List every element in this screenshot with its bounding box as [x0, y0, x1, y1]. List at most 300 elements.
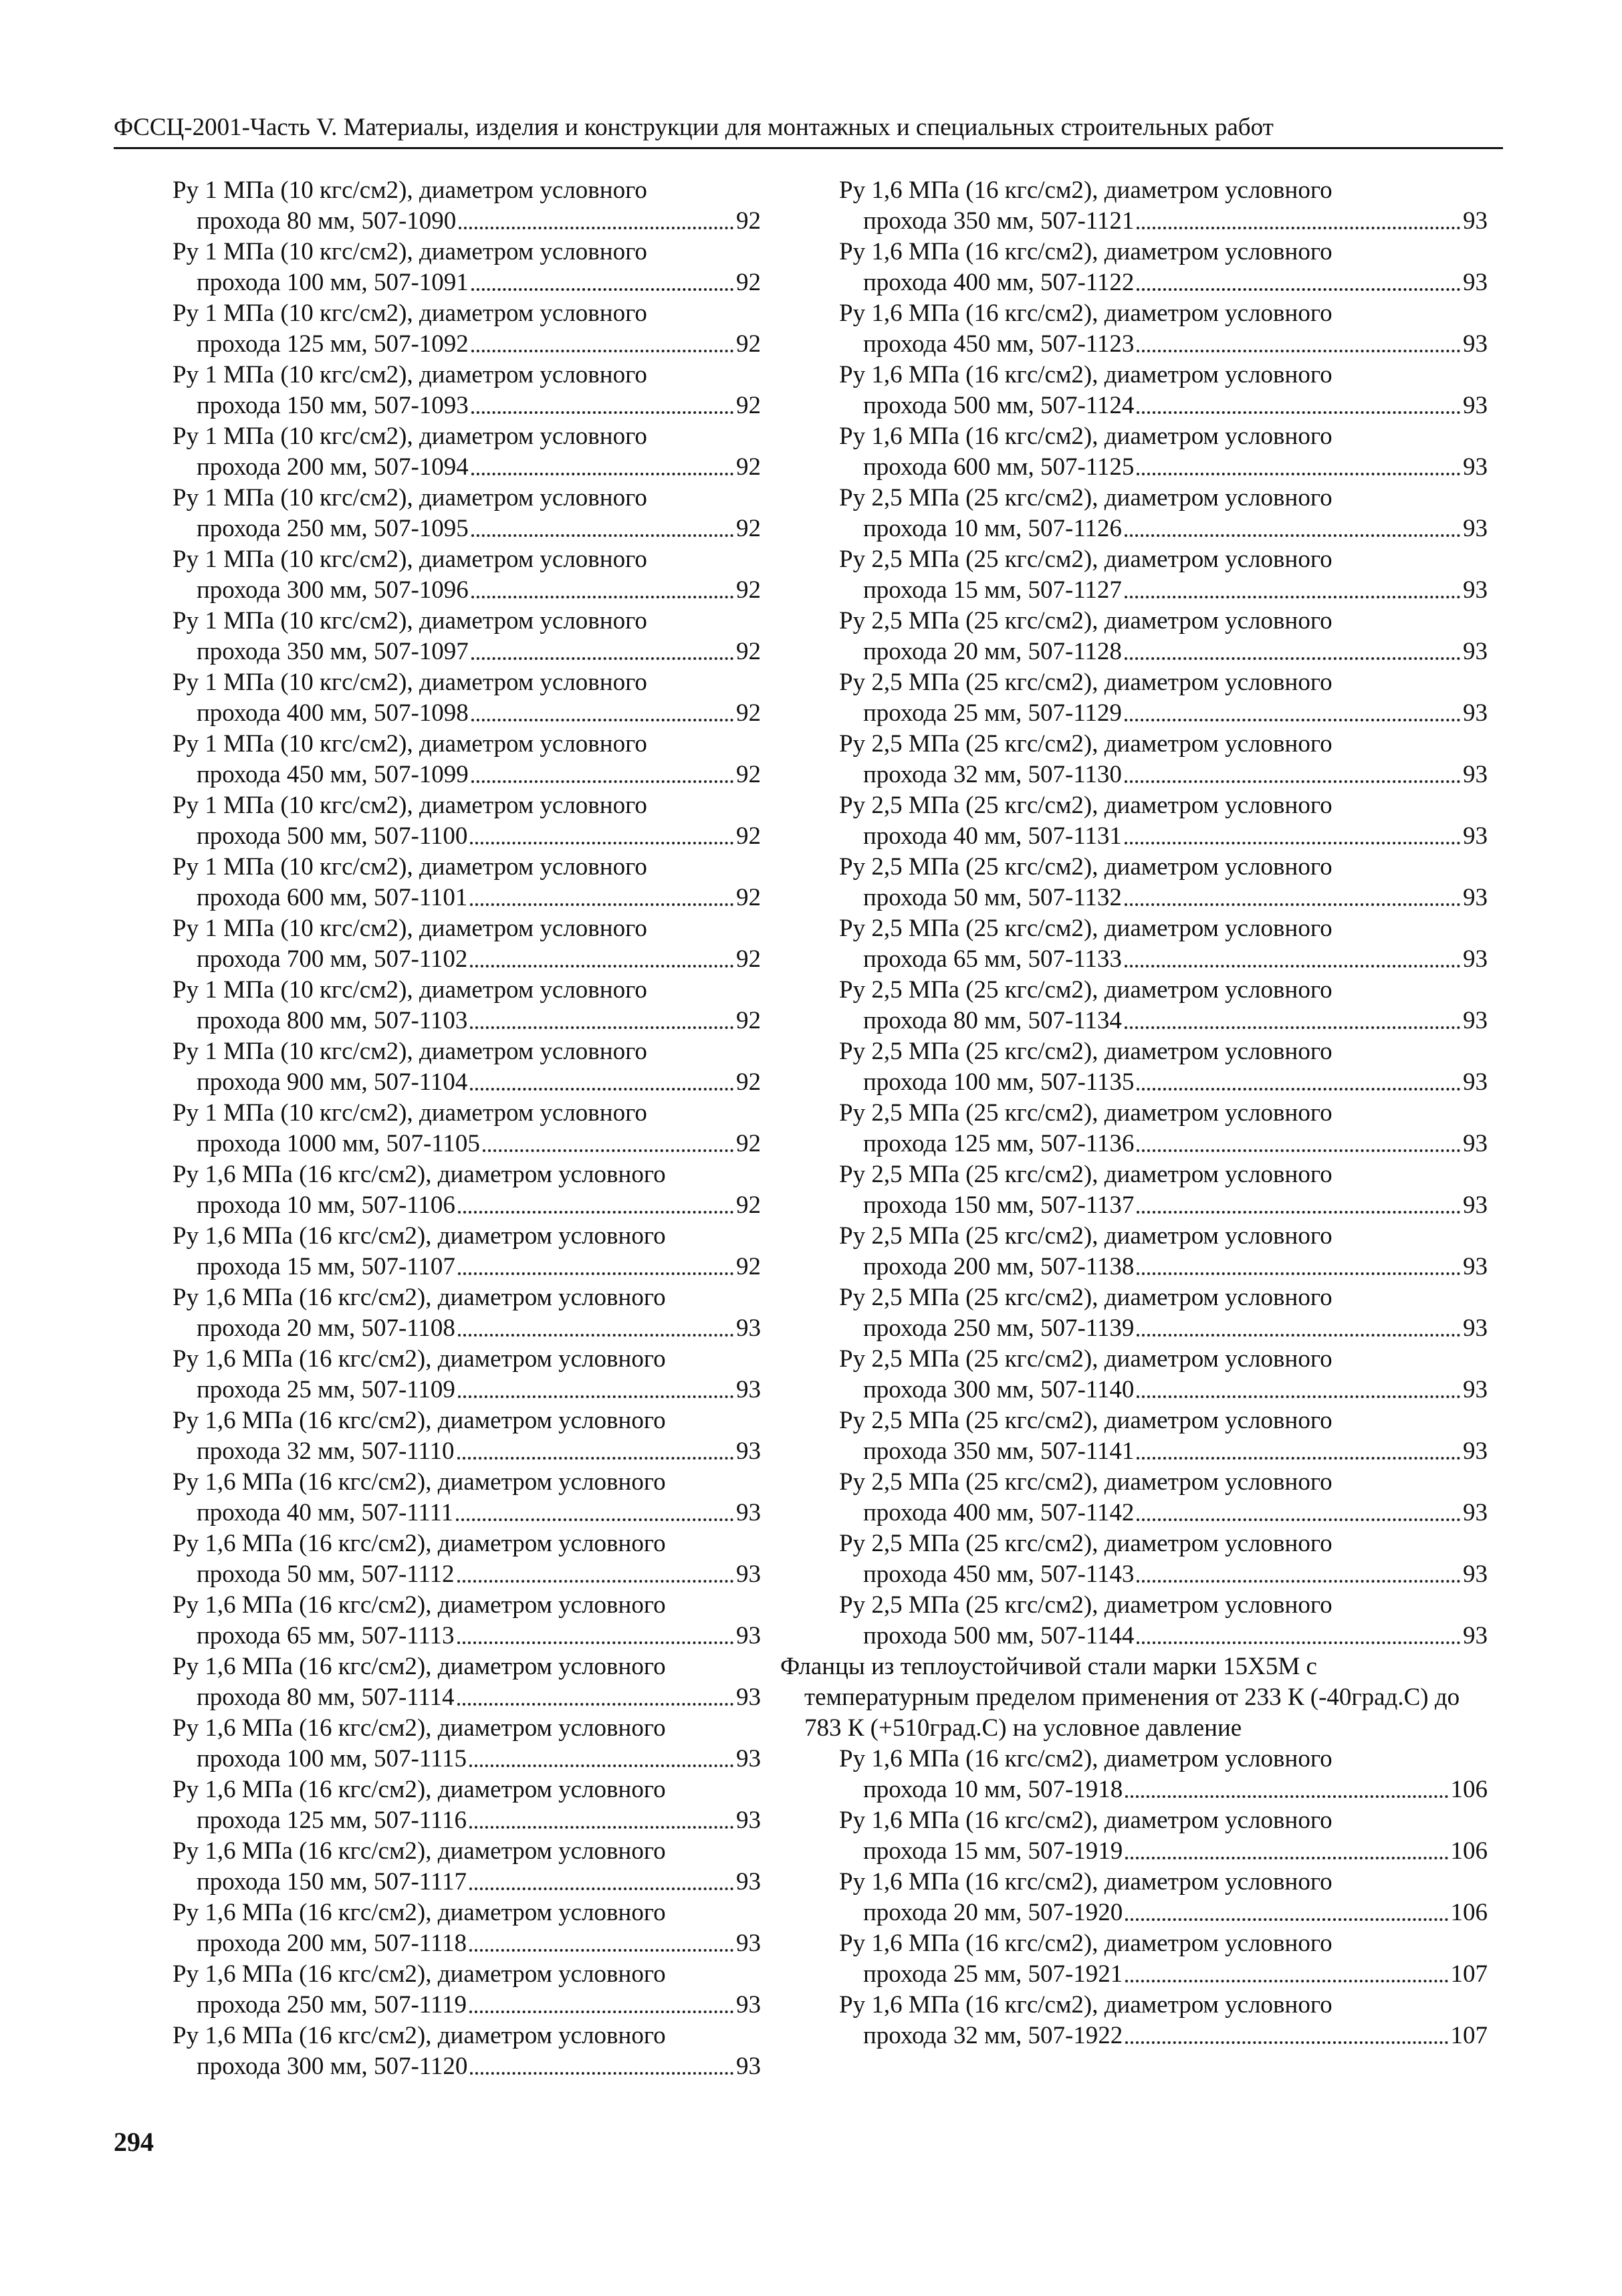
- entry-detail-line: [839, 1774, 1488, 1805]
- index-entry: [172, 1344, 761, 1405]
- dot-leader: [469, 1949, 733, 1952]
- index-entry: [839, 1098, 1488, 1159]
- entry-code: прохода 1000 мм, 507-1105: [197, 1130, 480, 1157]
- entry-title: Ру 1,6 МПа (16 кгс/см2), диаметром условного: [172, 1468, 666, 1496]
- entry-code: прохода 32 мм, 507-1130: [863, 761, 1122, 788]
- entry-code: прохода 25 мм, 507-1129: [863, 699, 1122, 727]
- entry-detail-line: [172, 1252, 761, 1282]
- entry-title: Ру 1,6 МПа (16 кгс/см2), диаметром условного: [839, 300, 1333, 327]
- entry-detail-line: [172, 329, 761, 360]
- entry-detail-line: [839, 1252, 1488, 1282]
- index-entry: [839, 852, 1488, 913]
- entry-detail-line: [172, 944, 761, 975]
- entry-code: прохода 500 мм, 507-1124: [863, 392, 1135, 419]
- entry-code: прохода 125 мм, 507-1092: [197, 330, 469, 358]
- index-entry: [839, 1805, 1488, 1867]
- index-entry: [172, 360, 761, 421]
- entry-title: Ру 1 МПа (10 кгс/см2), диаметром условного: [172, 976, 647, 1004]
- entry-page-number: 93: [736, 2053, 761, 2080]
- entry-title: Ру 1,6 МПа (16 кгс/см2), диаметром условного: [839, 1745, 1333, 1772]
- dot-leader: [1125, 1980, 1447, 1982]
- entry-detail-line: [172, 1744, 761, 1774]
- entry-detail-line: [172, 1805, 761, 1836]
- entry-code: прохода 15 мм, 507-1127: [863, 576, 1122, 604]
- entry-title: Ру 1 МПа (10 кгс/см2), диаметром условного: [172, 546, 647, 573]
- entry-title: Ру 1,6 МПа (16 кгс/см2), диаметром условного: [172, 1284, 666, 1311]
- entry-detail-line: [839, 1436, 1488, 1467]
- entry-page-number: 92: [736, 453, 761, 481]
- entry-page-number: 107: [1450, 2022, 1488, 2049]
- index-entry: [172, 1713, 761, 1774]
- entry-detail-line: [172, 1621, 761, 1651]
- entry-code: прохода 32 мм, 507-1110: [197, 1438, 455, 1465]
- entry-page-number: 93: [736, 1376, 761, 1403]
- entry-title: Ру 1,6 МПа (16 кгс/см2), диаметром условного: [839, 1868, 1333, 1896]
- entry-title: Ру 1 МПа (10 кгс/см2), диаметром условного: [172, 915, 647, 942]
- entry-title: Ру 1,6 МПа (16 кгс/см2), диаметром условного: [172, 1407, 666, 1434]
- entry-title: Ру 1,6 МПа (16 кгс/см2), диаметром условного: [172, 1345, 666, 1373]
- entry-code: прохода 150 мм, 507-1093: [197, 392, 469, 419]
- dot-leader: [471, 350, 733, 352]
- entry-detail-line: [172, 1867, 761, 1898]
- entry-title: Ру 1,6 МПа (16 кгс/см2), диаметром условного: [839, 423, 1333, 450]
- entry-detail-line: [172, 1990, 761, 2021]
- entry-title: Ру 2,5 МПа (25 кгс/см2), диаметром условного: [839, 1284, 1333, 1311]
- entry-page-number: 93: [736, 1868, 761, 1896]
- entry-detail-line: [839, 1559, 1488, 1590]
- entry-code: прохода 125 мм, 507-1136: [863, 1130, 1135, 1157]
- index-entry: [172, 1159, 761, 1221]
- index-entry: [172, 1774, 761, 1836]
- entry-title: Ру 2,5 МПа (25 кгс/см2), диаметром условного: [839, 1468, 1333, 1496]
- index-entry: [172, 790, 761, 852]
- entry-detail-line: [839, 1190, 1488, 1221]
- index-entry: [839, 1744, 1488, 1805]
- entry-page-number: 93: [736, 1807, 761, 1834]
- dot-leader: [1137, 1211, 1460, 1214]
- dot-leader: [1137, 1641, 1460, 1644]
- entry-detail-line: [839, 390, 1488, 421]
- entry-page-number: 93: [1463, 207, 1488, 235]
- entry-title: Ру 2,5 МПа (25 кгс/см2), диаметром условного: [839, 915, 1333, 942]
- index-entry: [172, 2021, 761, 2082]
- entry-page-number: 93: [736, 1438, 761, 1465]
- entry-code: прохода 150 мм, 507-1137: [863, 1191, 1135, 1219]
- entry-code: прохода 10 мм, 507-1918: [863, 1776, 1123, 1803]
- dot-leader: [471, 657, 733, 660]
- index-entry: [172, 175, 761, 237]
- entry-detail-line: [172, 1375, 761, 1405]
- index-entry: [839, 975, 1488, 1036]
- entry-page-number: 93: [1463, 1314, 1488, 1342]
- dot-leader: [1137, 1149, 1460, 1152]
- entry-title: Ру 2,5 МПа (25 кгс/см2), диаметром условного: [839, 1530, 1333, 1557]
- entry-title: Ру 1 МПа (10 кгс/см2), диаметром условного: [172, 792, 647, 819]
- entry-page-number: 93: [1463, 1622, 1488, 1649]
- entry-page-number: 93: [1463, 699, 1488, 727]
- index-entry: [839, 606, 1488, 667]
- dot-leader: [1125, 1795, 1447, 1798]
- entry-page-number: 93: [1463, 392, 1488, 419]
- page-header: ФССЦ-2001-Часть V. Материалы, изделия и конструкции для монтажных и специальных строительных работ: [114, 108, 1503, 149]
- dot-leader: [471, 780, 733, 783]
- index-entry: [839, 544, 1488, 606]
- index-entry: [172, 483, 761, 544]
- index-entry: [839, 1344, 1488, 1405]
- entry-title: Ру 1,6 МПа (16 кгс/см2), диаметром условного: [839, 238, 1333, 265]
- entry-detail-line: [172, 821, 761, 852]
- entry-page-number: 93: [1463, 1191, 1488, 1219]
- entry-code: прохода 400 мм, 507-1122: [863, 269, 1135, 296]
- dot-leader: [469, 1887, 733, 1890]
- entry-title: Ру 1 МПа (10 кгс/см2), диаметром условного: [172, 177, 647, 204]
- dot-leader: [471, 719, 733, 721]
- dot-leader: [469, 1826, 733, 1829]
- entry-page-number: 93: [1463, 330, 1488, 358]
- entry-code: прохода 80 мм, 507-1134: [863, 1007, 1122, 1034]
- entry-page-number: 93: [1463, 1253, 1488, 1280]
- dot-leader: [1137, 1272, 1460, 1275]
- index-entry: [172, 237, 761, 298]
- index-entry: [172, 1528, 761, 1590]
- right-column: [780, 175, 1488, 2051]
- entry-code: прохода 50 мм, 507-1132: [863, 884, 1122, 911]
- entry-detail-line: [839, 2021, 1488, 2051]
- entry-page-number: 92: [736, 1068, 761, 1096]
- section-heading: Фланцы из теплоустойчивой стали марки 15Х5М с температурным пределом применения от 233 К (-40град.С) до 783 К (+510град.С) на условное давление: [780, 1653, 1460, 1742]
- index-entry: [839, 667, 1488, 729]
- entry-code: прохода 20 мм, 507-1128: [863, 638, 1122, 665]
- dot-leader: [457, 1457, 733, 1460]
- index-entry: [172, 913, 761, 975]
- entry-detail-line: [839, 1836, 1488, 1867]
- index-entry: [172, 1036, 761, 1098]
- entry-code: прохода 10 мм, 507-1106: [197, 1191, 455, 1219]
- entry-detail-line: [839, 1898, 1488, 1928]
- entry-code: прохода 20 мм, 507-1108: [197, 1314, 455, 1342]
- dot-leader: [457, 1703, 733, 1706]
- index-entry: [839, 1590, 1488, 1651]
- entry-code: прохода 10 мм, 507-1126: [863, 515, 1122, 542]
- entry-code: прохода 200 мм, 507-1118: [197, 1930, 467, 1957]
- entry-title: Ру 2,5 МПа (25 кгс/см2), диаметром условного: [839, 1345, 1333, 1373]
- dot-leader: [470, 965, 733, 967]
- entry-page-number: 93: [1463, 945, 1488, 973]
- entry-title: Ру 1,6 МПа (16 кгс/см2), диаметром условного: [172, 1591, 666, 1619]
- entry-page-number: 92: [736, 1191, 761, 1219]
- entry-page-number: 106: [1450, 1899, 1488, 1926]
- dot-leader: [1137, 1580, 1460, 1583]
- entry-detail-line: [839, 944, 1488, 975]
- dot-leader: [471, 411, 733, 414]
- entry-code: прохода 150 мм, 507-1117: [197, 1868, 467, 1896]
- entry-code: прохода 350 мм, 507-1121: [863, 207, 1135, 235]
- entry-title: Ру 2,5 МПа (25 кгс/см2), диаметром условного: [839, 853, 1333, 881]
- dot-leader: [1125, 2041, 1447, 2044]
- entry-title: Ру 1,6 МПа (16 кгс/см2), диаметром условного: [172, 1161, 666, 1188]
- left-column: [172, 175, 761, 2082]
- dot-leader: [469, 1764, 733, 1767]
- index-entry: [839, 298, 1488, 360]
- entry-page-number: 93: [1463, 269, 1488, 296]
- entry-code: прохода 500 мм, 507-1100: [197, 822, 468, 850]
- index-entry: [839, 913, 1488, 975]
- entry-detail-line: [172, 1067, 761, 1098]
- index-entry: [839, 1467, 1488, 1528]
- entry-code: прохода 50 мм, 507-1112: [197, 1561, 455, 1588]
- index-entry: [839, 729, 1488, 790]
- dot-leader: [470, 842, 733, 844]
- entry-page-number: 92: [736, 392, 761, 419]
- index-entry: [839, 790, 1488, 852]
- entry-detail-line: [172, 1559, 761, 1590]
- entry-detail-line: [839, 1375, 1488, 1405]
- index-entry: [172, 606, 761, 667]
- entry-page-number: 92: [736, 1007, 761, 1034]
- entry-detail-line: [172, 1928, 761, 1959]
- entry-page-number: 92: [736, 822, 761, 850]
- index-entry: [172, 975, 761, 1036]
- entry-title: Ру 2,5 МПа (25 кгс/см2), диаметром условного: [839, 1407, 1333, 1434]
- index-entry: [839, 1405, 1488, 1467]
- entry-page-number: 93: [1463, 822, 1488, 850]
- entry-title: Ру 2,5 МПа (25 кгс/см2), диаметром условного: [839, 1222, 1333, 1250]
- entry-page-number: 92: [736, 761, 761, 788]
- entry-code: прохода 600 мм, 507-1125: [863, 453, 1135, 481]
- entry-page-number: 92: [736, 515, 761, 542]
- index-entry: [839, 483, 1488, 544]
- entry-title: Ру 2,5 МПа (25 кгс/см2), диаметром условного: [839, 607, 1333, 635]
- entry-title: Ру 2,5 МПа (25 кгс/см2), диаметром условного: [839, 1038, 1333, 1065]
- page-number: 294: [114, 2127, 154, 2157]
- entry-title: Ру 1 МПа (10 кгс/см2), диаметром условного: [172, 669, 647, 696]
- dot-leader: [458, 1272, 733, 1275]
- entry-page-number: 93: [1463, 576, 1488, 604]
- entry-title: Ру 1 МПа (10 кгс/см2), диаметром условного: [172, 1099, 647, 1127]
- entry-detail-line: [839, 1498, 1488, 1528]
- entry-detail-line: [839, 206, 1488, 237]
- entry-page-number: 92: [736, 638, 761, 665]
- entry-page-number: 93: [1463, 1561, 1488, 1588]
- entry-page-number: 106: [1450, 1837, 1488, 1865]
- entry-detail-line: [172, 1006, 761, 1036]
- entry-detail-line: [839, 637, 1488, 667]
- index-entry: [839, 1528, 1488, 1590]
- entry-code: прохода 100 мм, 507-1091: [197, 269, 469, 296]
- index-entry: [839, 175, 1488, 237]
- entry-page-number: 93: [1463, 1007, 1488, 1034]
- entry-detail-line: [839, 1959, 1488, 1990]
- index-entry: [839, 1990, 1488, 2051]
- entry-title: Ру 1,6 МПа (16 кгс/см2), диаметром условного: [172, 1960, 666, 1988]
- entry-page-number: 92: [736, 1253, 761, 1280]
- entry-title: Ру 1,6 МПа (16 кгс/см2), диаметром условного: [839, 1807, 1333, 1834]
- index-entry: [839, 1867, 1488, 1928]
- entry-page-number: 93: [1463, 453, 1488, 481]
- entry-code: прохода 32 мм, 507-1922: [863, 2022, 1123, 2049]
- index-entry: [172, 1590, 761, 1651]
- dot-leader: [1137, 1088, 1460, 1090]
- entry-code: прохода 300 мм, 507-1096: [197, 576, 469, 604]
- entry-code: прохода 100 мм, 507-1115: [197, 1745, 467, 1772]
- entry-title: Ру 2,5 МПа (25 кгс/см2), диаметром условного: [839, 730, 1333, 758]
- entry-detail-line: [172, 1190, 761, 1221]
- index-entry: [839, 237, 1488, 298]
- entry-title: Ру 1,6 МПа (16 кгс/см2), диаметром условного: [172, 1714, 666, 1742]
- index-entry: [172, 1836, 761, 1898]
- entry-code: прохода 80 мм, 507-1090: [197, 207, 457, 235]
- entry-detail-line: [172, 390, 761, 421]
- entry-code: прохода 15 мм, 507-1107: [197, 1253, 455, 1280]
- dot-leader: [1125, 719, 1460, 721]
- entry-title: Ру 2,5 МПа (25 кгс/см2), диаметром условного: [839, 1161, 1333, 1188]
- entry-code: прохода 15 мм, 507-1919: [863, 1837, 1123, 1865]
- dot-leader: [1125, 534, 1460, 537]
- entry-code: прохода 20 мм, 507-1920: [863, 1899, 1123, 1926]
- entry-code: прохода 25 мм, 507-1109: [197, 1376, 455, 1403]
- entry-code: прохода 600 мм, 507-1101: [197, 884, 468, 911]
- entry-page-number: 93: [736, 1991, 761, 2019]
- entry-detail-line: [172, 760, 761, 790]
- entry-detail-line: [839, 267, 1488, 298]
- index-entry: [172, 1651, 761, 1713]
- entry-title: Ру 1,6 МПа (16 кгс/см2), диаметром условного: [839, 361, 1333, 388]
- entry-title: Ру 1,6 МПа (16 кгс/см2), диаметром условного: [839, 177, 1333, 204]
- entry-code: прохода 450 мм, 507-1099: [197, 761, 469, 788]
- index-entry: [172, 544, 761, 606]
- entry-title: Ру 1,6 МПа (16 кгс/см2), диаметром условного: [172, 1899, 666, 1926]
- index-entry: [172, 298, 761, 360]
- index-entry: [172, 852, 761, 913]
- entry-code: прохода 100 мм, 507-1135: [863, 1068, 1135, 1096]
- entry-detail-line: [839, 1621, 1488, 1651]
- index-entry: [172, 667, 761, 729]
- entry-title: Ру 1 МПа (10 кгс/см2), диаметром условного: [172, 730, 647, 758]
- entry-page-number: 93: [1463, 1499, 1488, 1526]
- entry-code: прохода 700 мм, 507-1102: [197, 945, 468, 973]
- entry-code: прохода 65 мм, 507-1133: [863, 945, 1122, 973]
- index-entry: [839, 421, 1488, 483]
- dot-leader: [1137, 1518, 1460, 1521]
- entry-detail-line: [172, 883, 761, 913]
- entry-detail-line: [172, 1313, 761, 1344]
- entry-code: прохода 250 мм, 507-1095: [197, 515, 469, 542]
- entry-code: прохода 25 мм, 507-1921: [863, 1960, 1123, 1988]
- entry-code: прохода 200 мм, 507-1094: [197, 453, 469, 481]
- entry-title: Ру 1 МПа (10 кгс/см2), диаметром условного: [172, 300, 647, 327]
- entry-title: Ру 2,5 МПа (25 кгс/см2), диаметром условного: [839, 484, 1333, 511]
- entry-title: Ру 2,5 МПа (25 кгс/см2), диаметром условного: [839, 1099, 1333, 1127]
- dot-leader: [470, 1088, 733, 1090]
- dot-leader: [458, 1211, 733, 1214]
- dot-leader: [1137, 1334, 1460, 1337]
- entry-title: Ру 1 МПа (10 кгс/см2), диаметром условного: [172, 361, 647, 388]
- entry-title: Ру 1 МПа (10 кгс/см2), диаметром условного: [172, 1038, 647, 1065]
- dot-leader: [458, 1395, 733, 1398]
- entry-title: Ру 1,6 МПа (16 кгс/см2), диаметром условного: [172, 1837, 666, 1865]
- entry-detail-line: [172, 698, 761, 729]
- entry-page-number: 93: [1463, 761, 1488, 788]
- dot-leader: [483, 1149, 733, 1152]
- entry-page-number: 93: [736, 1684, 761, 1711]
- dot-leader: [1137, 350, 1460, 352]
- index-entry: [839, 1282, 1488, 1344]
- entry-title: Ру 2,5 МПа (25 кгс/см2), диаметром условного: [839, 792, 1333, 819]
- entry-title: Ру 1 МПа (10 кгс/см2), диаметром условного: [172, 484, 647, 511]
- entry-code: прохода 65 мм, 507-1113: [197, 1622, 455, 1649]
- entry-title: Ру 1 МПа (10 кгс/см2), диаметром условного: [172, 607, 647, 635]
- entry-detail-line: [172, 267, 761, 298]
- dot-leader: [1125, 657, 1460, 660]
- entry-code: прохода 400 мм, 507-1098: [197, 699, 469, 727]
- entry-page-number: 92: [736, 699, 761, 727]
- entry-page-number: 93: [1463, 1376, 1488, 1403]
- entry-page-number: 106: [1450, 1776, 1488, 1803]
- entry-code: прохода 40 мм, 507-1111: [197, 1499, 454, 1526]
- right-column-entries-a: [839, 175, 1488, 1651]
- entry-code: прохода 40 мм, 507-1131: [863, 822, 1122, 850]
- index-entry: [839, 1221, 1488, 1282]
- dot-leader: [456, 1518, 733, 1521]
- entry-page-number: 93: [736, 1314, 761, 1342]
- index-entry: [172, 1405, 761, 1467]
- entry-detail-line: [839, 1006, 1488, 1036]
- index-entry: [172, 729, 761, 790]
- index-entry: [839, 1159, 1488, 1221]
- index-entry: [172, 421, 761, 483]
- entry-code: прохода 300 мм, 507-1120: [197, 2053, 468, 2080]
- index-entry: [839, 360, 1488, 421]
- entry-page-number: 92: [736, 330, 761, 358]
- entry-title: Ру 2,5 МПа (25 кгс/см2), диаметром условного: [839, 1591, 1333, 1619]
- dot-leader: [1137, 411, 1460, 414]
- entry-page-number: 93: [1463, 515, 1488, 542]
- entry-detail-line: [839, 821, 1488, 852]
- entry-detail-line: [172, 1129, 761, 1159]
- entry-detail-line: [839, 575, 1488, 606]
- entry-page-number: 92: [736, 576, 761, 604]
- entry-title: Ру 1 МПа (10 кгс/см2), диаметром условного: [172, 238, 647, 265]
- entry-page-number: 93: [1463, 638, 1488, 665]
- entry-detail-line: [839, 883, 1488, 913]
- index-entry: [172, 1098, 761, 1159]
- entry-code: прохода 250 мм, 507-1119: [197, 1991, 467, 2019]
- entry-detail-line: [172, 452, 761, 483]
- entry-title: Ру 2,5 МПа (25 кгс/см2), диаметром условного: [839, 669, 1333, 696]
- entry-detail-line: [839, 329, 1488, 360]
- entry-page-number: 93: [736, 1622, 761, 1649]
- index-entry: [172, 1467, 761, 1528]
- entry-page-number: 107: [1450, 1960, 1488, 1988]
- entry-page-number: 93: [1463, 1438, 1488, 1465]
- entry-code: прохода 450 мм, 507-1123: [863, 330, 1135, 358]
- index-entry: [172, 1959, 761, 2021]
- right-column-entries-b: [839, 1744, 1488, 2051]
- entry-code: прохода 500 мм, 507-1144: [863, 1622, 1135, 1649]
- entry-detail-line: [839, 760, 1488, 790]
- entry-detail-line: [172, 1436, 761, 1467]
- index-entry: [172, 1282, 761, 1344]
- entry-page-number: 93: [736, 1930, 761, 1957]
- dot-leader: [1125, 1857, 1447, 1859]
- entry-code: прохода 125 мм, 507-1116: [197, 1807, 467, 1834]
- entry-page-number: 92: [736, 269, 761, 296]
- dot-leader: [471, 473, 733, 475]
- dot-leader: [1137, 473, 1460, 475]
- entry-code: прохода 80 мм, 507-1114: [197, 1684, 455, 1711]
- entry-title: Ру 1,6 МПа (16 кгс/см2), диаметром условного: [172, 1222, 666, 1250]
- entry-code: прохода 350 мм, 507-1097: [197, 638, 469, 665]
